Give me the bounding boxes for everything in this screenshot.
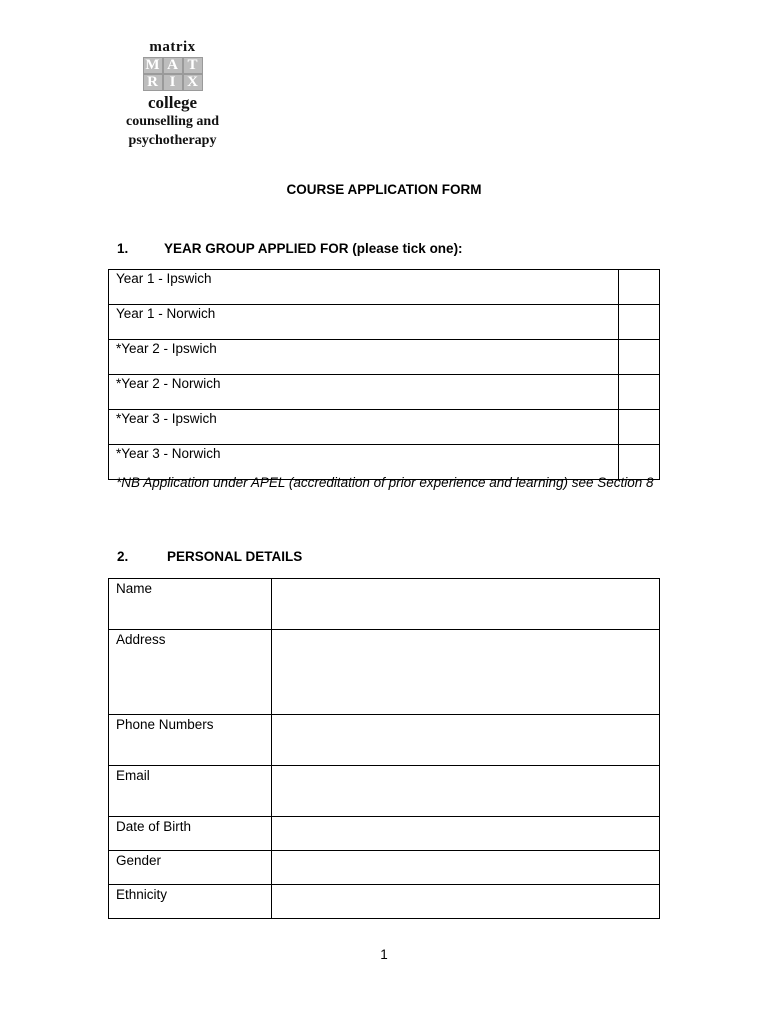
year-group-table (108, 269, 660, 480)
date-of-birth-field[interactable] (272, 817, 660, 851)
tick-box[interactable] (619, 305, 660, 340)
logo-grid-letter: M (143, 57, 163, 74)
field-label: Phone Numbers (109, 715, 272, 766)
table-row (109, 375, 660, 410)
field-label: Gender (109, 851, 272, 885)
table-row (109, 270, 660, 305)
year-option-label: *Year 2 - Norwich (109, 375, 619, 410)
logo-grid-row (143, 74, 203, 91)
section1-number: 1. (117, 241, 129, 256)
field-label: Address (109, 630, 272, 715)
table-row (109, 851, 660, 885)
logo-grid-letter: T (183, 57, 203, 74)
year-option-label: Year 1 - Norwich (109, 305, 619, 340)
logo-subtitle-line2: psychotherapy (128, 133, 217, 148)
year-option-label: Year 1 - Ipswich (109, 270, 619, 305)
tick-box[interactable] (619, 340, 660, 375)
ethnicity-field[interactable] (272, 885, 660, 919)
logo-grid-letter: X (183, 74, 203, 91)
gender-field[interactable] (272, 851, 660, 885)
logo-subtitle-line1: counselling and (126, 114, 219, 129)
college-logo (110, 40, 235, 150)
year-option-label: *Year 2 - Ipswich (109, 340, 619, 375)
field-label: Name (109, 579, 272, 630)
address-field[interactable] (272, 630, 660, 715)
table-row (109, 630, 660, 715)
logo-grid-letter: A (163, 57, 183, 74)
email-field[interactable] (272, 766, 660, 817)
logo-letter-grid (143, 57, 203, 91)
table-row (109, 885, 660, 919)
field-label: Email (109, 766, 272, 817)
phone-numbers-field[interactable] (272, 715, 660, 766)
name-field[interactable] (272, 579, 660, 630)
logo-top-word: matrix (149, 39, 196, 55)
table-row (109, 579, 660, 630)
field-label: Ethnicity (109, 885, 272, 919)
logo-college-word: college (147, 93, 198, 112)
personal-details-table (108, 578, 660, 919)
logo-grid-letter: I (163, 74, 183, 91)
form-title: COURSE APPLICATION FORM (286, 182, 482, 197)
table-row (109, 766, 660, 817)
tick-box[interactable] (619, 270, 660, 305)
table-row (109, 410, 660, 445)
tick-box[interactable] (619, 375, 660, 410)
section2-title: PERSONAL DETAILS (167, 549, 303, 564)
tick-box[interactable] (619, 410, 660, 445)
section1-title: YEAR GROUP APPLIED FOR (please tick one): (164, 241, 463, 256)
section2-number: 2. (117, 549, 129, 564)
table-row (109, 715, 660, 766)
page-number: 1 (380, 947, 388, 962)
table-row (109, 340, 660, 375)
section2-heading (117, 549, 302, 564)
table-row (109, 305, 660, 340)
table-row (109, 817, 660, 851)
logo-grid-row (143, 57, 203, 74)
year-option-label: *Year 3 - Ipswich (109, 410, 619, 445)
apel-note: *NB Application under APEL (accreditation of prior experience and learning) see Section 8 (116, 475, 654, 490)
year-option-label: *Year 3 - Norwich (109, 445, 619, 480)
logo-grid-letter: R (143, 74, 163, 91)
section1-heading (117, 241, 463, 256)
field-label: Date of Birth (109, 817, 272, 851)
